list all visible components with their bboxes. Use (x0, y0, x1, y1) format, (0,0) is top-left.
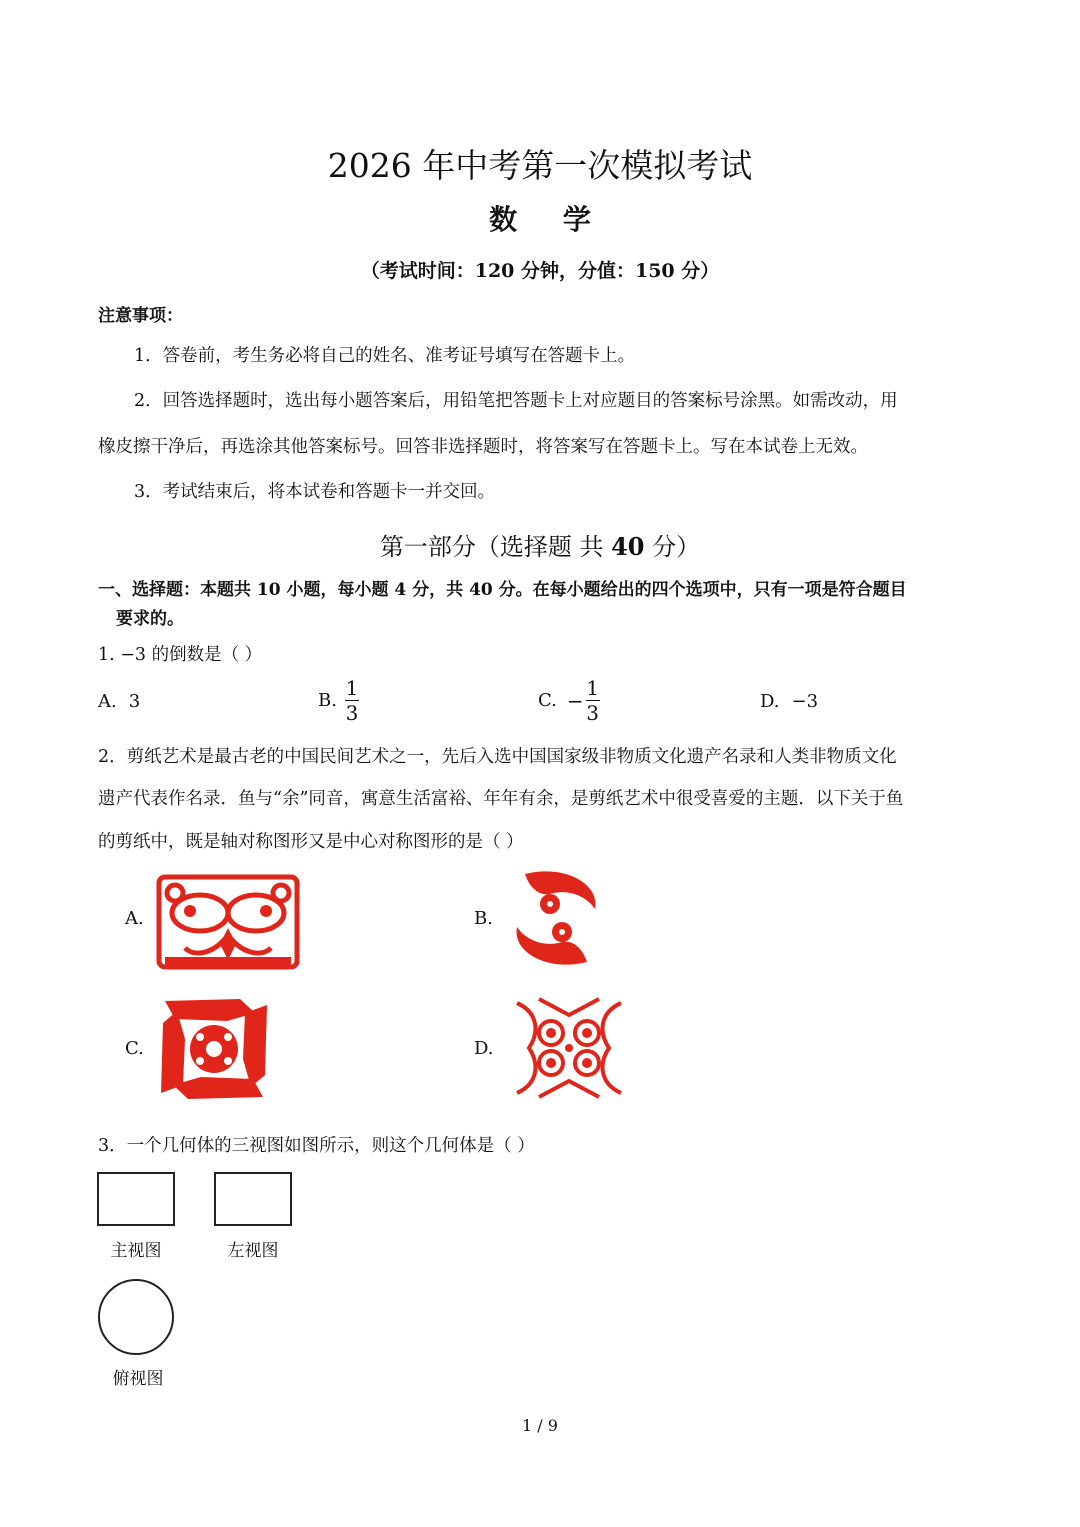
q2-option-b-label[interactable]: B. (474, 908, 493, 929)
fraction: $\frac{1}{3}$ (345, 676, 359, 725)
paper-cut-image-a[interactable] (155, 873, 301, 971)
note-item-2-continued: 橡皮擦干净后，再选涂其他答案标号。回答非选择题时，将答案写在答题卡上。写在本试卷上无效。 (98, 437, 868, 457)
q1-option-a[interactable]: A. 3 (98, 691, 141, 712)
exam-time-info: （考试时间：120 分钟，分值：150 分） (360, 260, 720, 282)
question-2-line-2: 遗产代表作名录．鱼与“余”同音，寓意生活富裕、年年有余，是剪纸艺术中很受喜爱的主题．以下关于鱼 (98, 789, 904, 809)
side-view-figure (214, 1172, 294, 1228)
exam-title: 2026 年中考第一次模拟考试 (327, 146, 753, 185)
q2-option-d-label[interactable]: D. (474, 1038, 494, 1059)
question-2-line-3: 的剪纸中，既是轴对称图形又是中心对称图形的是（ ） (98, 832, 524, 852)
top-view-label: 俯视图 (112, 1369, 164, 1389)
q2-option-a-label[interactable]: A. (125, 908, 144, 929)
top-view-figure (97, 1278, 177, 1358)
question-1-stem: 1. −3 的倒数是（ ） (98, 645, 263, 665)
note-item-1: 1．答卷前，考生务必将自己的姓名、准考证号填写在答题卡上。 (134, 346, 636, 366)
section-instruction: 一、选择题：本题共 10 小题，每小题 4 分，共 40 分。在每小题给出的四个选项中，只有一项是符合题目 要求的。 (98, 580, 907, 629)
notes-heading: 注意事项： (98, 306, 183, 326)
subject-title: 数 学 (489, 203, 609, 236)
note-item-3: 3．考试结束后，将本试卷和答题卡一并交回。 (134, 482, 496, 502)
part-one-heading: 第一部分（选择题 共 40 分） (379, 532, 701, 561)
paper-cut-image-d[interactable] (509, 993, 629, 1103)
paper-cut-image-c[interactable] (155, 993, 273, 1105)
question-3-stem: 3．一个几何体的三视图如图所示，则这个几何体是（ ） (98, 1136, 535, 1156)
question-2-line-1: 2．剪纸艺术是最古老的中国民间艺术之一，先后入选中国国家级非物质文化遗产名录和人类非物质文化 (98, 747, 897, 767)
front-view-label: 主视图 (110, 1241, 162, 1261)
q2-option-c-label[interactable]: C. (125, 1038, 144, 1059)
paper-cut-image-b[interactable] (505, 864, 607, 972)
q1-option-c[interactable]: C. − $\frac{1}{3}$ (538, 676, 599, 725)
q1-option-b[interactable]: B. $\frac{1}{3}$ (318, 676, 359, 725)
note-item-2: 2．回答选择题时，选出每小题答案后，用铅笔把答题卡上对应题目的答案标号涂黑。如需改动，用 (134, 391, 898, 411)
side-view-label: 左视图 (227, 1241, 279, 1261)
q1-option-d[interactable]: D. −3 (760, 691, 819, 712)
front-view-figure (97, 1172, 177, 1228)
page-number: 1 / 9 (522, 1416, 558, 1435)
fraction: $\frac{1}{3}$ (586, 676, 599, 725)
